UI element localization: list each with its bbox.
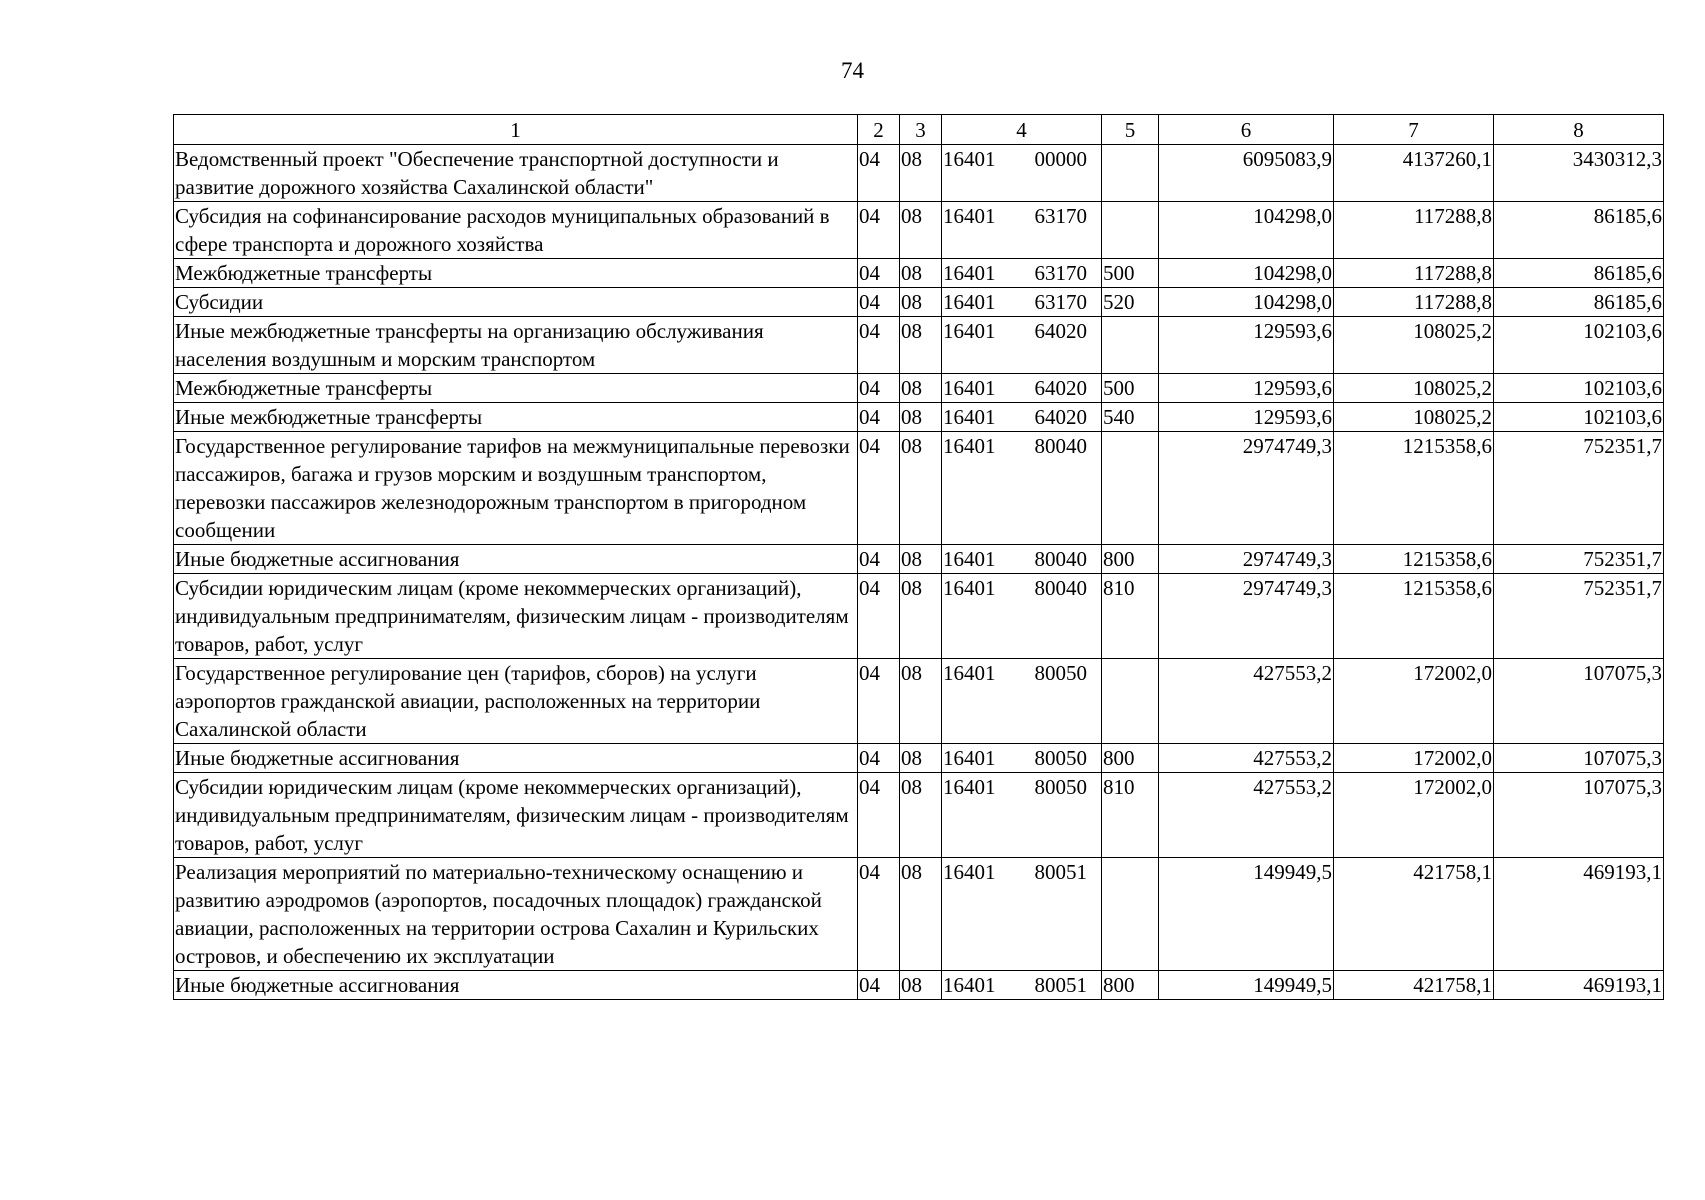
header-col-2: 2 — [858, 115, 900, 145]
row-program-code: 16401 — [943, 775, 996, 799]
row-subsection: 08 — [900, 288, 942, 317]
row-program-code: 16401 — [943, 290, 996, 314]
row-program-code: 16401 — [943, 261, 996, 285]
budget-table — [173, 114, 1664, 1000]
row-subsection: 08 — [900, 145, 942, 202]
row-name: Межбюджетные трансферты — [174, 374, 858, 403]
row-expense-type — [1102, 145, 1159, 202]
row-direction-code: 80051 — [1034, 973, 1087, 997]
row-section: 04 — [858, 145, 900, 202]
row-value-col7: 172002,0 — [1334, 744, 1494, 773]
page-number: 74 — [841, 58, 864, 83]
row-value-col8: 107075,3 — [1494, 773, 1664, 858]
row-target-article — [942, 659, 1102, 744]
row-name: Государственное регулирование цен (тарифов, сборов) на услуги аэропортов гражданской авиации, расположенных на территории Сахалинской области — [174, 659, 858, 744]
row-subsection: 08 — [900, 259, 942, 288]
row-name: Субсидии юридическим лицам (кроме некоммерческих организаций), индивидуальным предпринимателям, физическим лицам - производителям товаров, работ, услуг — [174, 773, 858, 858]
row-program-code: 16401 — [943, 746, 996, 770]
header-col-6: 6 — [1159, 115, 1334, 145]
row-subsection: 08 — [900, 574, 942, 659]
row-target-article — [942, 288, 1102, 317]
row-value-col8: 752351,7 — [1494, 432, 1664, 545]
row-subsection: 08 — [900, 317, 942, 374]
row-expense-type — [1102, 202, 1159, 259]
row-value-col7: 1215358,6 — [1334, 545, 1494, 574]
row-section: 04 — [858, 971, 900, 1000]
row-target-article — [942, 574, 1102, 659]
row-name: Государственное регулирование тарифов на межмуниципальные перевозки пассажиров, багажа и грузов морским и воздушным транспортом, перевозки пассажиров железнодорожным транспортом в пригородном сообщении — [174, 432, 858, 545]
table-row — [174, 259, 1664, 288]
row-value-col6: 149949,5 — [1159, 858, 1334, 971]
row-value-col6: 129593,6 — [1159, 403, 1334, 432]
row-section: 04 — [858, 374, 900, 403]
row-target-article — [942, 744, 1102, 773]
row-value-col6: 427553,2 — [1159, 659, 1334, 744]
row-expense-type: 540 — [1102, 403, 1159, 432]
table-row — [174, 659, 1664, 744]
row-value-col6: 104298,0 — [1159, 259, 1334, 288]
header-col-4: 4 — [942, 115, 1102, 145]
row-value-col6: 149949,5 — [1159, 971, 1334, 1000]
row-subsection: 08 — [900, 202, 942, 259]
row-expense-type — [1102, 432, 1159, 545]
row-expense-type: 500 — [1102, 374, 1159, 403]
row-name: Субсидии — [174, 288, 858, 317]
row-name: Ведомственный проект "Обеспечение транспортной доступности и развитие дорожного хозяйства Сахалинской области" — [174, 145, 858, 202]
row-value-col6: 427553,2 — [1159, 744, 1334, 773]
header-col-5: 5 — [1102, 115, 1159, 145]
row-direction-code: 00000 — [1034, 147, 1087, 171]
row-expense-type — [1102, 858, 1159, 971]
row-expense-type: 800 — [1102, 744, 1159, 773]
row-program-code: 16401 — [943, 547, 996, 571]
row-name: Иные бюджетные ассигнования — [174, 545, 858, 574]
table-row — [174, 145, 1664, 202]
row-value-col8: 102103,6 — [1494, 317, 1664, 374]
row-subsection: 08 — [900, 659, 942, 744]
header-col-3: 3 — [900, 115, 942, 145]
row-value-col8: 86185,6 — [1494, 202, 1664, 259]
table-row — [174, 744, 1664, 773]
row-name: Субсидия на софинансирование расходов муниципальных образований в сфере транспорта и дорожного хозяйства — [174, 202, 858, 259]
row-direction-code: 80040 — [1034, 576, 1087, 600]
header-col-1: 1 — [174, 115, 858, 145]
row-direction-code: 63170 — [1034, 261, 1087, 285]
row-value-col7: 108025,2 — [1334, 317, 1494, 374]
row-program-code: 16401 — [943, 147, 996, 171]
row-section: 04 — [858, 659, 900, 744]
row-subsection: 08 — [900, 374, 942, 403]
row-value-col8: 469193,1 — [1494, 971, 1664, 1000]
row-target-article — [942, 432, 1102, 545]
row-subsection: 08 — [900, 403, 942, 432]
row-direction-code: 80040 — [1034, 547, 1087, 571]
row-value-col8: 86185,6 — [1494, 259, 1664, 288]
row-value-col6: 104298,0 — [1159, 288, 1334, 317]
row-value-col6: 129593,6 — [1159, 317, 1334, 374]
table-row — [174, 403, 1664, 432]
row-section: 04 — [858, 432, 900, 545]
row-target-article — [942, 773, 1102, 858]
row-value-col8: 86185,6 — [1494, 288, 1664, 317]
row-section: 04 — [858, 259, 900, 288]
row-program-code: 16401 — [943, 434, 996, 458]
row-value-col8: 3430312,3 — [1494, 145, 1664, 202]
table-row — [174, 432, 1664, 545]
row-expense-type — [1102, 317, 1159, 374]
row-value-col6: 104298,0 — [1159, 202, 1334, 259]
row-section: 04 — [858, 744, 900, 773]
row-subsection: 08 — [900, 858, 942, 971]
table-row — [174, 971, 1664, 1000]
row-program-code: 16401 — [943, 661, 996, 685]
table-row — [174, 202, 1664, 259]
row-value-col7: 421758,1 — [1334, 971, 1494, 1000]
table-row — [174, 773, 1664, 858]
header-col-7: 7 — [1334, 115, 1494, 145]
row-direction-code: 64020 — [1034, 405, 1087, 429]
row-expense-type: 500 — [1102, 259, 1159, 288]
row-value-col6: 2974749,3 — [1159, 574, 1334, 659]
row-value-col7: 421758,1 — [1334, 858, 1494, 971]
row-section: 04 — [858, 403, 900, 432]
table-row — [174, 545, 1664, 574]
row-section: 04 — [858, 288, 900, 317]
row-direction-code: 80050 — [1034, 775, 1087, 799]
row-value-col8: 752351,7 — [1494, 574, 1664, 659]
row-name: Реализация мероприятий по материально-техническому оснащению и развитию аэродромов (аэропортов, посадочных площадок) гражданской авиации, расположенных на территории острова Сахалин и Курильских островов, и обеспечению их эксплуатации — [174, 858, 858, 971]
row-target-article — [942, 971, 1102, 1000]
header-row — [174, 115, 1664, 145]
row-expense-type: 810 — [1102, 574, 1159, 659]
row-direction-code: 64020 — [1034, 319, 1087, 343]
row-direction-code: 80050 — [1034, 746, 1087, 770]
row-target-article — [942, 317, 1102, 374]
row-value-col6: 2974749,3 — [1159, 432, 1334, 545]
row-subsection: 08 — [900, 545, 942, 574]
row-program-code: 16401 — [943, 376, 996, 400]
row-section: 04 — [858, 202, 900, 259]
row-name: Иные бюджетные ассигнования — [174, 971, 858, 1000]
row-value-col6: 6095083,9 — [1159, 145, 1334, 202]
row-program-code: 16401 — [943, 973, 996, 997]
row-direction-code: 80050 — [1034, 661, 1087, 685]
row-target-article — [942, 145, 1102, 202]
row-expense-type — [1102, 659, 1159, 744]
row-subsection: 08 — [900, 432, 942, 545]
row-value-col8: 107075,3 — [1494, 744, 1664, 773]
row-section: 04 — [858, 317, 900, 374]
table-row — [174, 574, 1664, 659]
row-name: Иные межбюджетные трансферты на организацию обслуживания населения воздушным и морским транспортом — [174, 317, 858, 374]
row-target-article — [942, 202, 1102, 259]
row-direction-code: 64020 — [1034, 376, 1087, 400]
row-value-col7: 108025,2 — [1334, 403, 1494, 432]
row-target-article — [942, 374, 1102, 403]
row-value-col7: 117288,8 — [1334, 259, 1494, 288]
row-value-col7: 108025,2 — [1334, 374, 1494, 403]
row-expense-type: 520 — [1102, 288, 1159, 317]
row-direction-code: 80040 — [1034, 434, 1087, 458]
row-value-col6: 129593,6 — [1159, 374, 1334, 403]
row-section: 04 — [858, 858, 900, 971]
table-body — [174, 145, 1664, 1000]
row-direction-code: 80051 — [1034, 860, 1087, 884]
row-name: Межбюджетные трансферты — [174, 259, 858, 288]
row-target-article — [942, 858, 1102, 971]
row-value-col7: 172002,0 — [1334, 659, 1494, 744]
row-subsection: 08 — [900, 971, 942, 1000]
row-expense-type: 800 — [1102, 545, 1159, 574]
row-program-code: 16401 — [943, 860, 996, 884]
row-expense-type: 800 — [1102, 971, 1159, 1000]
row-value-col7: 1215358,6 — [1334, 432, 1494, 545]
row-value-col8: 752351,7 — [1494, 545, 1664, 574]
row-value-col8: 469193,1 — [1494, 858, 1664, 971]
row-subsection: 08 — [900, 773, 942, 858]
row-target-article — [942, 259, 1102, 288]
row-value-col7: 1215358,6 — [1334, 574, 1494, 659]
row-direction-code: 63170 — [1034, 204, 1087, 228]
row-section: 04 — [858, 545, 900, 574]
table-row — [174, 317, 1664, 374]
row-target-article — [942, 403, 1102, 432]
row-program-code: 16401 — [943, 405, 996, 429]
table-row — [174, 374, 1664, 403]
row-target-article — [942, 545, 1102, 574]
row-value-col8: 102103,6 — [1494, 374, 1664, 403]
row-name: Иные межбюджетные трансферты — [174, 403, 858, 432]
header-col-8: 8 — [1494, 115, 1664, 145]
row-expense-type: 810 — [1102, 773, 1159, 858]
row-direction-code: 63170 — [1034, 290, 1087, 314]
row-value-col8: 102103,6 — [1494, 403, 1664, 432]
row-name: Субсидии юридическим лицам (кроме некоммерческих организаций), индивидуальным предпринимателям, физическим лицам - производителям товаров, работ, услуг — [174, 574, 858, 659]
table-row — [174, 858, 1664, 971]
row-value-col7: 4137260,1 — [1334, 145, 1494, 202]
row-program-code: 16401 — [943, 204, 996, 228]
row-value-col7: 117288,8 — [1334, 288, 1494, 317]
row-program-code: 16401 — [943, 319, 996, 343]
table-row — [174, 288, 1664, 317]
row-value-col7: 172002,0 — [1334, 773, 1494, 858]
row-subsection: 08 — [900, 744, 942, 773]
row-program-code: 16401 — [943, 576, 996, 600]
row-name: Иные бюджетные ассигнования — [174, 744, 858, 773]
row-value-col6: 427553,2 — [1159, 773, 1334, 858]
row-value-col6: 2974749,3 — [1159, 545, 1334, 574]
row-section: 04 — [858, 773, 900, 858]
row-section: 04 — [858, 574, 900, 659]
row-value-col8: 107075,3 — [1494, 659, 1664, 744]
row-value-col7: 117288,8 — [1334, 202, 1494, 259]
